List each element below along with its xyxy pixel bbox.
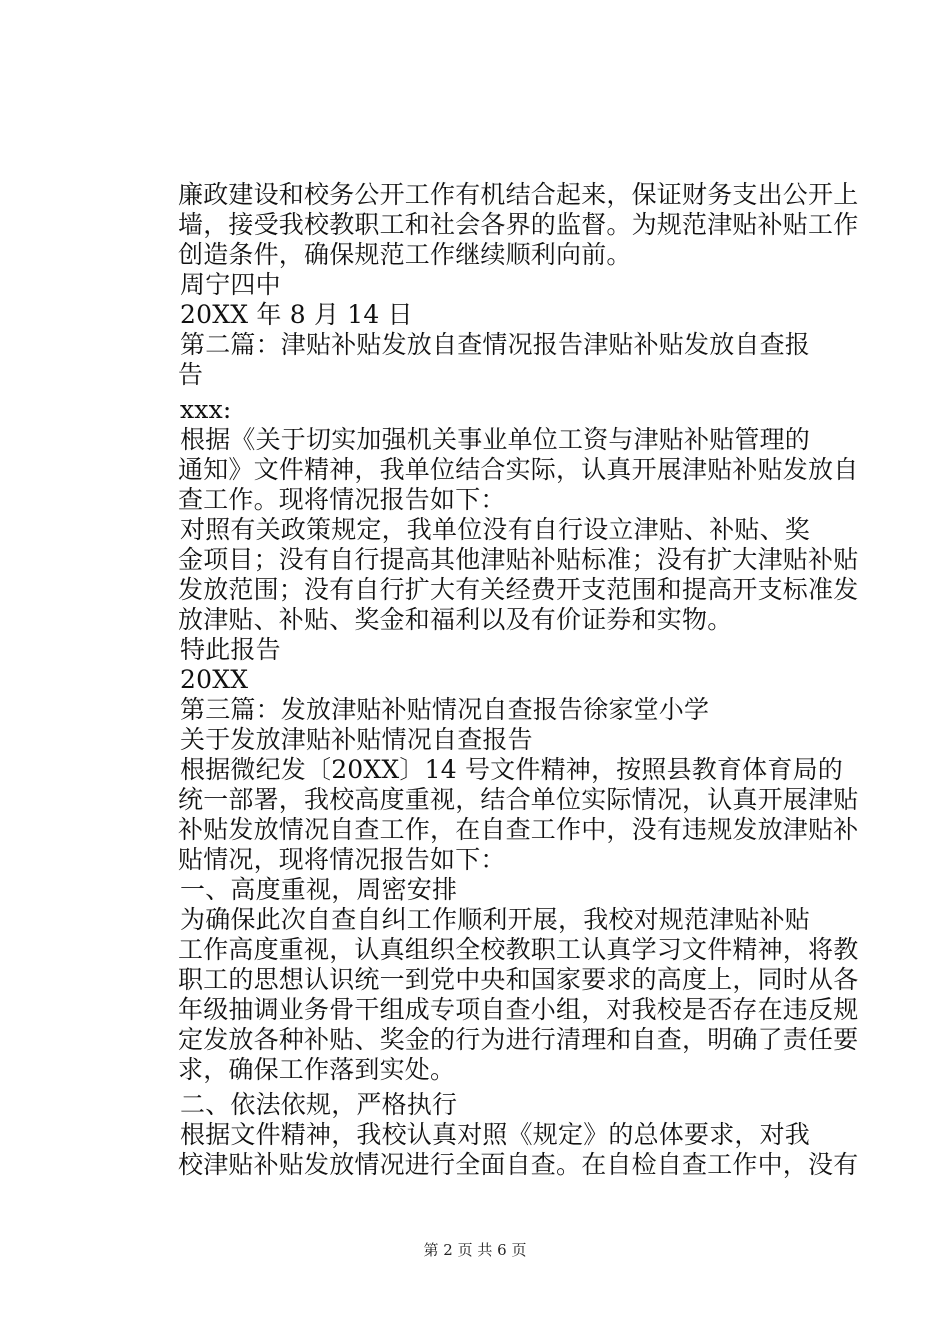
salutation-line: xxx: <box>180 395 232 424</box>
subheading-line: 二、依法依规，严格执行 <box>180 1090 458 1119</box>
text-line: 查工作。现将情况报告如下： <box>178 485 506 514</box>
page-number-footer: 第 2 页 共 6 页 <box>423 1241 527 1259</box>
text-line: 放津贴、补贴、奖金和福利以及有价证券和实物。 <box>178 605 733 634</box>
date-line: 20XX <box>180 665 249 694</box>
text-line: 告 <box>178 360 204 389</box>
text-line: 墙，接受我校教职工和社会各界的监督。为规范津贴补贴工作 <box>178 210 859 239</box>
text-line: 统一部署，我校高度重视，结合单位实际情况，认真开展津贴 <box>178 785 859 814</box>
text-line: 周宁四中 <box>180 270 281 299</box>
text-line: 年级抽调业务骨干组成专项自查小组，对我校是否存在违反规 <box>178 995 859 1024</box>
text-line: 定发放各种补贴、奖金的行为进行清理和自查，明确了责任要 <box>178 1025 859 1054</box>
text-line: 廉政建设和校务公开工作有机结合起来，保证财务支出公开上 <box>178 180 859 209</box>
text-line: 补贴发放情况自查工作，在自查工作中，没有违规发放津贴补 <box>178 815 859 844</box>
text-line: 发放范围；没有自行扩大有关经费开支范围和提高开支标准发 <box>178 575 859 604</box>
date-line: 20XX 年 8 月 14 日 <box>180 300 413 329</box>
text-line: 求，确保工作落到实处。 <box>178 1055 456 1084</box>
text-line: 工作高度重视，认真组织全校教职工认真学习文件精神，将教 <box>178 935 859 964</box>
text-line: 金项目；没有自行提高其他津贴补贴标准；没有扩大津贴补贴 <box>178 545 859 574</box>
text-line: 根据《关于切实加强机关事业单位工资与津贴补贴管理的 <box>180 425 811 454</box>
section-heading: 第三篇：发放津贴补贴情况自查报告徐家堂小学 <box>180 695 710 724</box>
text-line: 贴情况，现将情况报告如下： <box>178 845 506 874</box>
text-line: 通知》文件精神，我单位结合实际，认真开展津贴补贴发放自 <box>178 455 859 484</box>
text-line: 根据微纪发〔20XX〕14 号文件精神，按照县教育体育局的 <box>180 755 843 784</box>
text-line: 职工的思想认识统一到党中央和国家要求的高度上，同时从各 <box>178 965 859 994</box>
text-line: 根据文件精神，我校认真对照《规定》的总体要求，对我 <box>180 1120 811 1149</box>
text-line: 校津贴补贴发放情况进行全面自查。在自检自查工作中，没有 <box>178 1150 859 1179</box>
text-line: 特此报告 <box>180 635 281 664</box>
text-line: 创造条件，确保规范工作继续顺利向前。 <box>178 240 632 269</box>
section-heading: 第二篇：津贴补贴发放自查情况报告津贴补贴发放自查报 <box>180 330 811 359</box>
report-title: 关于发放津贴补贴情况自查报告 <box>180 725 533 754</box>
text-line: 为确保此次自查自纠工作顺利开展，我校对规范津贴补贴 <box>180 905 811 934</box>
text-line: 对照有关政策规定，我单位没有自行设立津贴、补贴、奖 <box>180 515 811 544</box>
subheading-line: 一、高度重视，周密安排 <box>180 875 458 904</box>
